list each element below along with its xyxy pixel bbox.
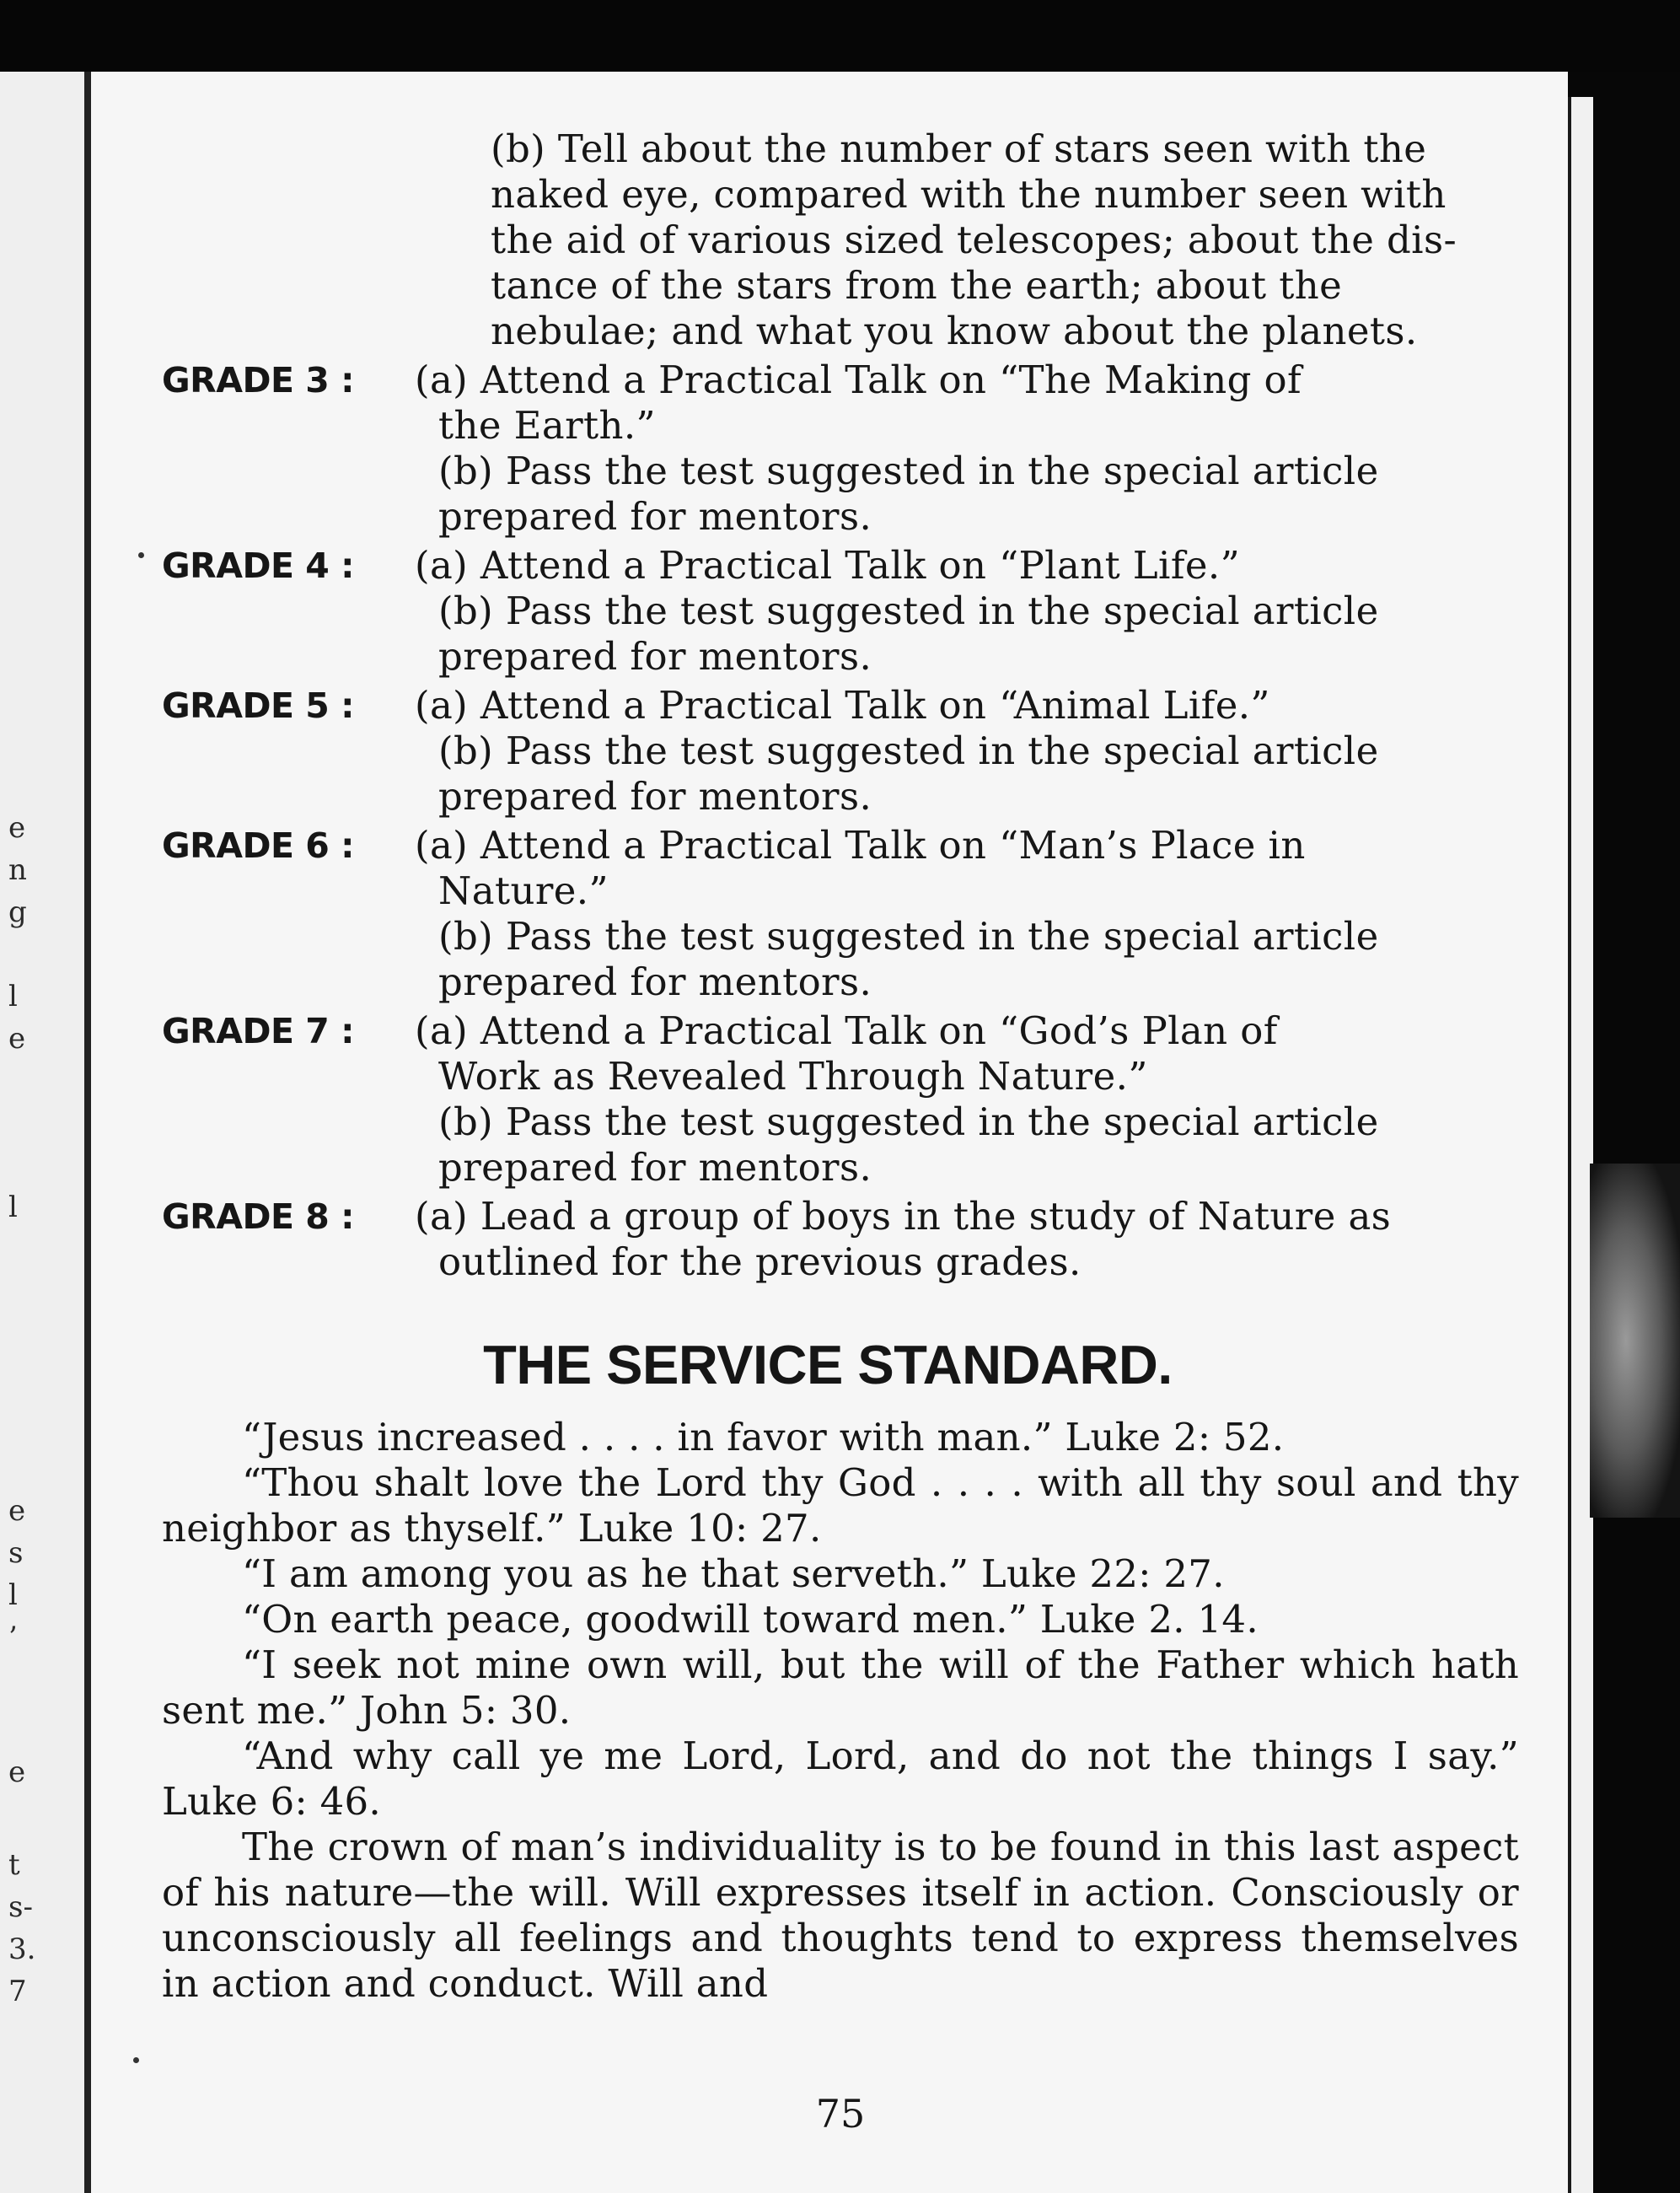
requirement-line: Nature.” xyxy=(438,868,609,913)
requirement-line: prepared for mentors. xyxy=(438,1145,872,1190)
requirement-line: (b) Pass the test suggested in the special article xyxy=(438,914,1379,959)
left-page-fragment: e xyxy=(8,1755,26,1789)
scripture-quote: “Thou shalt love the Lord thy God . . . . with all thy soul and thy neighbor as thyself.” Luke 10: 27. xyxy=(162,1460,1519,1551)
grade-entry-8 xyxy=(162,1194,1519,1285)
left-page-fragment: e xyxy=(8,1494,26,1528)
grade-label: GRADE 7 : xyxy=(162,1011,354,1051)
requirement-line: (a) Attend a Practical Talk on “Man’s Place in xyxy=(415,823,1306,868)
text-line: (b) Tell about the number of stars seen with the xyxy=(491,126,1427,171)
left-page-fragment: l xyxy=(8,1191,18,1224)
torn-paper-edge xyxy=(1590,1164,1680,1518)
scripture-quote: “I seek not mine own will, but the will of the Father which hath sent me.” John 5: 30. xyxy=(162,1642,1519,1733)
page-content xyxy=(162,126,1519,2137)
grade-label: GRADE 4 : xyxy=(162,546,354,586)
left-page-fragment: e xyxy=(8,811,26,845)
left-page-fragment: 3. xyxy=(8,1932,36,1966)
grade-label: GRADE 3 : xyxy=(162,360,354,400)
requirement-line: prepared for mentors. xyxy=(438,634,872,679)
grade-label: GRADE 5 : xyxy=(162,685,354,726)
text-line: nebulae; and what you know about the planets. xyxy=(491,309,1418,353)
requirement-line: (b) Pass the test suggested in the special article xyxy=(438,449,1379,493)
requirement-line: (b) Pass the test suggested in the special article xyxy=(438,1099,1379,1144)
section-heading: THE SERVICE STANDARD. xyxy=(483,1334,1173,1395)
grade-entry-7 xyxy=(162,1008,1519,1191)
requirement-line: (a) Lead a group of boys in the study of Nature as xyxy=(415,1194,1392,1239)
requirement-line: (a) Attend a Practical Talk on “God’s Plan of xyxy=(415,1008,1278,1053)
scripture-quote: “On earth peace, goodwill toward men.” Luke 2. 14. xyxy=(242,1597,1259,1642)
left-page-fragment: l xyxy=(8,980,18,1013)
ink-speck xyxy=(138,552,144,558)
grade-entry-3 xyxy=(162,357,1519,540)
text-line: naked eye, compared with the number seen with xyxy=(491,172,1447,217)
grade-entry-6 xyxy=(162,823,1519,1005)
scripture-quote: “And why call ye me Lord, Lord, and do not the things I say.” Luke 6: 46. xyxy=(162,1733,1519,1824)
requirement-line: (a) Attend a Practical Talk on “Animal Life.” xyxy=(415,683,1270,728)
requirement-line: prepared for mentors. xyxy=(438,959,872,1004)
left-page-fragment: n xyxy=(8,853,27,887)
requirement-line: (a) Attend a Practical Talk on “The Making of xyxy=(415,357,1302,402)
book-page xyxy=(91,72,1568,2193)
grade-entry-5 xyxy=(162,683,1519,820)
requirement-line: outlined for the previous grades. xyxy=(438,1239,1082,1284)
binding-gutter xyxy=(84,72,91,2193)
right-page-edge xyxy=(1568,97,1593,2193)
requirement-line: (a) Attend a Practical Talk on “Plant Life.” xyxy=(415,543,1241,588)
requirement-line: prepared for mentors. xyxy=(438,494,872,539)
scripture-quote: “I am among you as he that serveth.” Luke 22: 27. xyxy=(242,1551,1225,1596)
page-number: 75 xyxy=(815,2091,866,2137)
requirement-line: (b) Pass the test suggested in the special article xyxy=(438,589,1379,633)
left-page-fragment: t xyxy=(8,1848,20,1882)
grade-entry-4 xyxy=(162,543,1519,680)
adjacent-page-edge xyxy=(0,72,91,2193)
text-line: the aid of various sized telescopes; about the dis- xyxy=(491,218,1457,262)
left-page-fragment: 7 xyxy=(8,1975,27,2008)
scripture-quote: “Jesus increased . . . . in favor with man.” Luke 2: 52. xyxy=(242,1415,1285,1459)
grade-label: GRADE 8 : xyxy=(162,1196,354,1237)
requirement-line: the Earth.” xyxy=(438,403,656,448)
requirement-line: (b) Pass the test suggested in the special article xyxy=(438,728,1379,773)
requirement-line: Work as Revealed Through Nature.” xyxy=(438,1054,1148,1099)
continued-section xyxy=(162,126,1519,354)
requirement-line: prepared for mentors. xyxy=(438,774,872,819)
ink-speck xyxy=(133,2057,139,2063)
left-page-fragment: s- xyxy=(8,1890,33,1924)
left-page-fragment: e xyxy=(8,1022,26,1056)
left-page-fragment: g xyxy=(8,895,27,929)
grade-label: GRADE 6 : xyxy=(162,825,354,866)
body-paragraph: The crown of man’s individuality is to be found in this last aspect of his nature—the will. Will expresses itself in action. Consciously or unconsciously all feelings and thoughts tend to express themselves in action and conduct. Will and xyxy=(162,1825,1519,2006)
text-line: tance of the stars from the earth; about the xyxy=(491,263,1343,308)
left-page-fragment: l xyxy=(8,1578,18,1612)
scan-top-border xyxy=(0,0,1680,72)
left-page-fragment: ’ xyxy=(8,1621,18,1654)
left-page-fragment: s xyxy=(8,1536,24,1570)
